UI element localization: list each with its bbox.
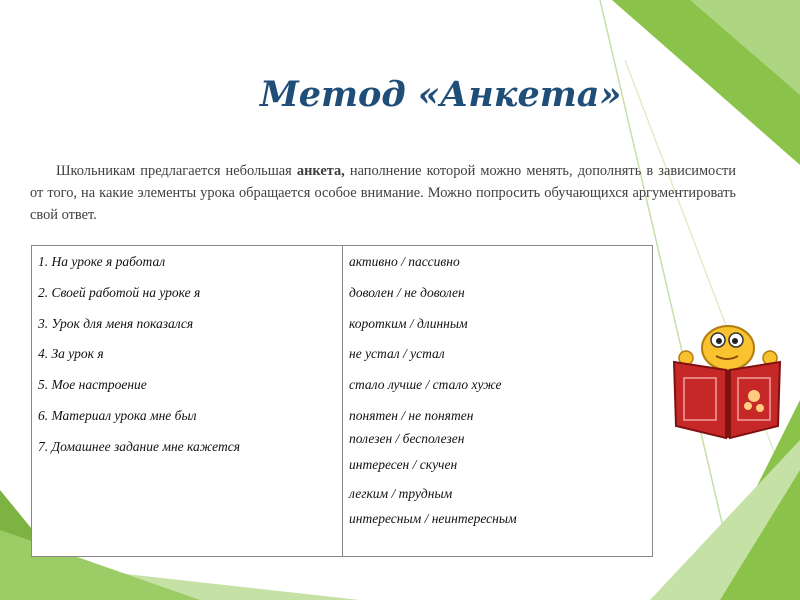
answer-item: интересным / неинтересным bbox=[349, 511, 517, 526]
question-item: 7. Домашнее задание мне кажется bbox=[38, 439, 240, 454]
answer-item: интересен / скучен bbox=[349, 457, 458, 472]
answer-item: не устал / устал bbox=[349, 346, 445, 361]
question-item: 5. Мое настроение bbox=[38, 377, 147, 392]
question-item: 1. На уроке я работал bbox=[38, 254, 166, 269]
intro-text-part1: Школьникам предлагается небольшая bbox=[56, 163, 297, 179]
answer-item: полезен / бесполезен bbox=[349, 431, 465, 446]
answer-item: коротким / длинным bbox=[349, 316, 468, 331]
question-item: 2. Своей работой на уроке я bbox=[38, 285, 201, 300]
answer-item: понятен / не понятен bbox=[349, 408, 474, 423]
question-item: 6. Материал урока мне был bbox=[38, 408, 197, 423]
slide-title: Метод «Анкета» bbox=[260, 74, 622, 115]
answer-item: стало лучше / стало хуже bbox=[349, 377, 502, 392]
answer-item: активно / пассивно bbox=[349, 254, 460, 269]
reading-mascot-icon bbox=[668, 318, 786, 440]
questionnaire-table bbox=[31, 245, 653, 557]
question-item: 3. Урок для меня показался bbox=[38, 316, 194, 331]
question-item: 4. За урок я bbox=[38, 346, 104, 361]
answer-item: доволен / не доволен bbox=[349, 285, 465, 300]
intro-paragraph bbox=[30, 160, 736, 226]
table-column-divider bbox=[342, 246, 343, 556]
answer-item: легким / трудным bbox=[349, 486, 453, 501]
intro-text-part2: наполнение которой можно менять, дополнять в зависимости от того, на какие элементы урока обращается особое внимание. Можно попросить обучающихся аргументировать свой ответ. bbox=[30, 163, 736, 223]
intro-text-bold: анкета, bbox=[296, 163, 345, 179]
